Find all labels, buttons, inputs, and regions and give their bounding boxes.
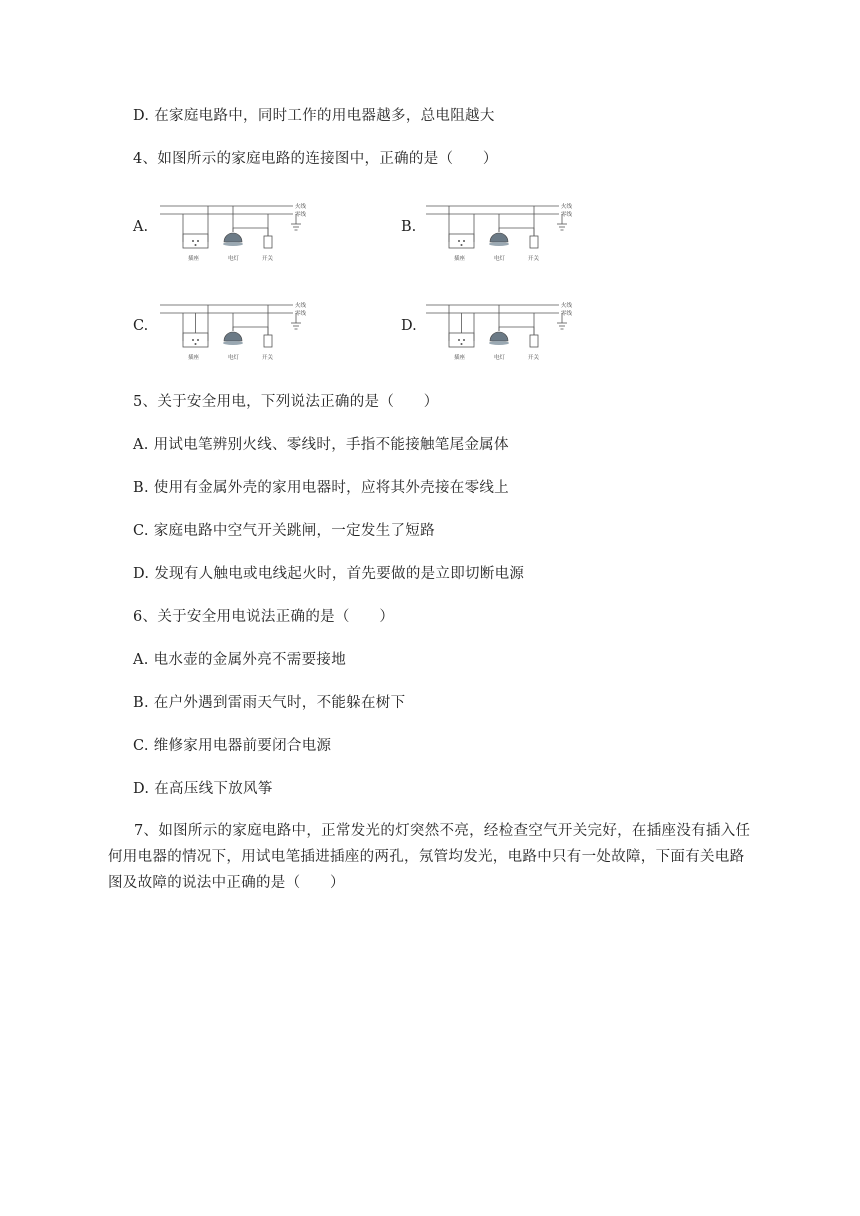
neutral-wire-label: 零线 (295, 212, 307, 218)
q4-option-d-label: D. (401, 318, 417, 334)
live-wire-label: 火线 (561, 303, 573, 309)
q3-option-d: D. 在家庭电路中，同时工作的用电器越多，总电阻越大 (133, 108, 495, 124)
neutral-wire-label: 零线 (561, 212, 573, 218)
neutral-wire-label: 零线 (295, 311, 307, 317)
q5-option-d: D. 发现有人触电或电线起火时，首先要做的是立即切断电源 (133, 566, 525, 582)
question-5: 5、关于安全用电，下列说法正确的是（ ） (133, 394, 439, 410)
socket-label: 插座 (188, 256, 200, 262)
q5-option-b: B. 使用有金属外壳的家用电器时，应将其外壳接在零线上 (133, 480, 509, 496)
circuit-diagram-a (158, 198, 308, 266)
circuit-diagram-d (424, 297, 574, 365)
switch-label: 开关 (528, 256, 540, 262)
socket-label: 插座 (454, 355, 466, 361)
q4-option-a-label: A. (133, 219, 149, 235)
q5-option-c: C. 家庭电路中空气开关跳闸，一定发生了短路 (133, 523, 435, 539)
switch-label: 开关 (528, 355, 540, 361)
circuit-diagram-b (424, 198, 574, 266)
circuit-diagram-c (158, 297, 308, 365)
q4-option-c-label: C. (133, 318, 149, 334)
live-wire-label: 火线 (561, 204, 573, 210)
q4-option-b-label: B. (401, 219, 417, 235)
q6-option-d: D. 在高压线下放风筝 (133, 781, 273, 797)
lamp-label: 电灯 (228, 256, 240, 262)
switch-label: 开关 (262, 355, 274, 361)
live-wire-label: 火线 (295, 303, 307, 309)
lamp-label: 电灯 (228, 355, 240, 361)
neutral-wire-label: 零线 (561, 311, 573, 317)
question-6: 6、关于安全用电说法正确的是（ ） (133, 609, 395, 625)
lamp-label: 电灯 (494, 355, 506, 361)
live-wire-label: 火线 (295, 204, 307, 210)
question-7 (108, 818, 756, 896)
lamp-label: 电灯 (494, 256, 506, 262)
q6-option-a: A. 电水壶的金属外亮不需要接地 (133, 652, 346, 668)
socket-label: 插座 (188, 355, 200, 361)
question-4: 4、如图所示的家庭电路的连接图中，正确的是（ ） (133, 151, 498, 167)
q6-option-c: C. 维修家用电器前要闭合电源 (133, 738, 332, 754)
switch-label: 开关 (262, 256, 274, 262)
q6-option-b: B. 在户外遇到雷雨天气时，不能躲在树下 (133, 695, 406, 711)
q5-option-a: A. 用试电笔辨别火线、零线时，手指不能接触笔尾金属体 (133, 437, 509, 453)
question-7-text: 7、如图所示的家庭电路中，正常发光的灯突然不亮，经检查空气开关完好，在插座没有插入任何用电器的情况下，用试电笔插进插座的两孔，氖管均发光，电路中只有一处故障，下面有关电路图及故障的说法中正确的是（ ） (108, 823, 751, 891)
socket-label: 插座 (454, 256, 466, 262)
